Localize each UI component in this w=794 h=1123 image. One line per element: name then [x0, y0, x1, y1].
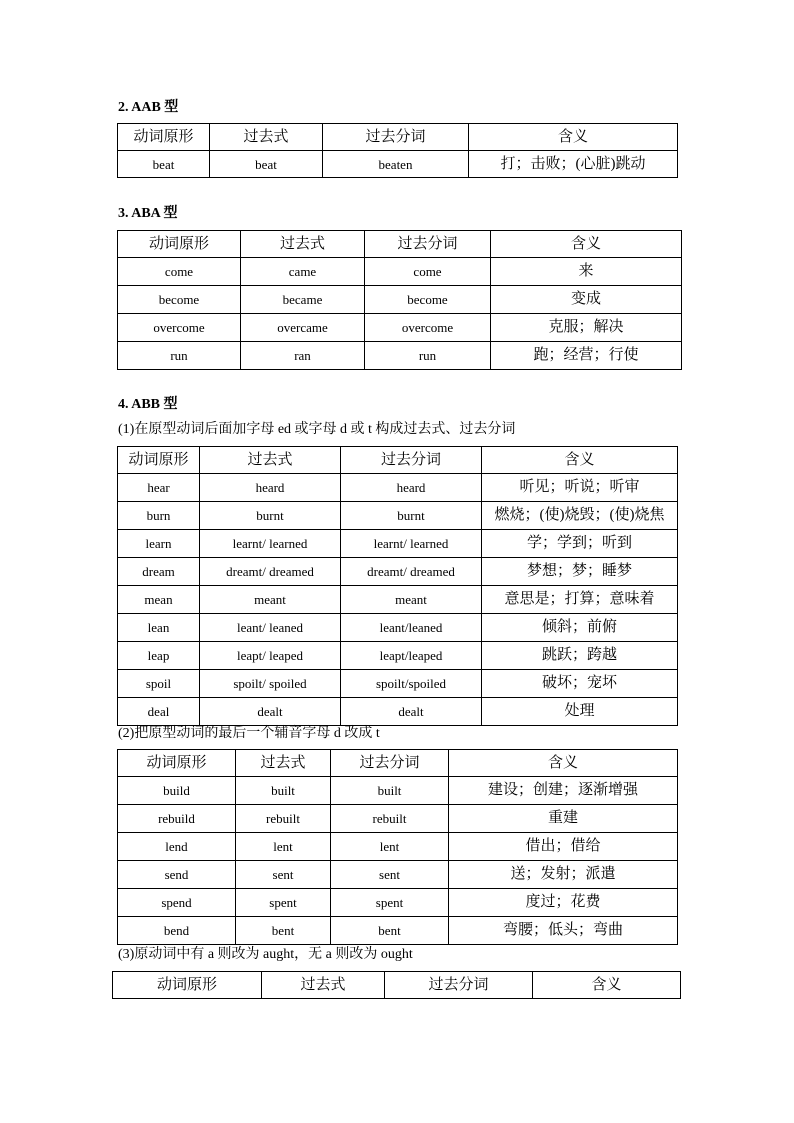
- table-row: [118, 530, 678, 558]
- meaning-cell: 处理: [482, 698, 678, 726]
- verb-form-cell: build: [118, 777, 236, 805]
- table-row: [118, 670, 678, 698]
- table-row: [118, 917, 678, 945]
- verb-form-cell: bend: [118, 917, 236, 945]
- table-header-cell: 过去式: [262, 972, 385, 999]
- table-header-row: [118, 447, 678, 474]
- meaning-cell: 送；发射；派遣: [449, 861, 678, 889]
- table-header-cell: 含义: [533, 972, 681, 999]
- verb-form-cell: meant: [341, 586, 482, 614]
- verb-form-cell: leap: [118, 642, 200, 670]
- verb-form-cell: mean: [118, 586, 200, 614]
- table-row: [118, 889, 678, 917]
- verb-form-cell: send: [118, 861, 236, 889]
- verb-form-cell: bent: [331, 917, 449, 945]
- meaning-cell: 学；学到；听到: [482, 530, 678, 558]
- table-body: [113, 972, 681, 999]
- table-header-cell: 动词原形: [118, 124, 210, 151]
- meaning-cell: 梦想；梦；睡梦: [482, 558, 678, 586]
- verb-form-cell: rebuilt: [331, 805, 449, 833]
- verb-form-cell: sent: [331, 861, 449, 889]
- table-header-cell: 过去分词: [323, 124, 469, 151]
- verb-form-cell: burnt: [200, 502, 341, 530]
- verb-form-cell: spent: [331, 889, 449, 917]
- table-row: [118, 502, 678, 530]
- verb-form-cell: overcame: [241, 314, 365, 342]
- verb-form-cell: dream: [118, 558, 200, 586]
- verb-form-cell: burnt: [341, 502, 482, 530]
- verb-form-cell: lent: [331, 833, 449, 861]
- table-row: [118, 474, 678, 502]
- table-header-cell: 过去分词: [331, 750, 449, 777]
- section-title-aab: 2. AAB 型: [118, 100, 179, 115]
- verb-form-cell: meant: [200, 586, 341, 614]
- table-body: [118, 750, 678, 945]
- verb-form-cell: ran: [241, 342, 365, 370]
- verb-form-cell: leant/ leaned: [200, 614, 341, 642]
- verb-form-cell: came: [241, 258, 365, 286]
- table-header-cell: 含义: [449, 750, 678, 777]
- table-header-row: [118, 750, 678, 777]
- verb-form-cell: learnt/ learned: [200, 530, 341, 558]
- verb-form-cell: come: [365, 258, 491, 286]
- meaning-cell: 借出；借给: [449, 833, 678, 861]
- verb-table-aba: [117, 230, 682, 370]
- table-header-cell: 含义: [482, 447, 678, 474]
- table-row: [118, 586, 678, 614]
- verb-form-cell: heard: [200, 474, 341, 502]
- sub-note-3: (3)原动词中有 a 则改为 aught，无 a 则改为 ought: [118, 947, 413, 962]
- verb-form-cell: dealt: [341, 698, 482, 726]
- verb-form-cell: spoilt/spoiled: [341, 670, 482, 698]
- verb-table-abb-2: [117, 749, 678, 945]
- verb-form-cell: beaten: [323, 151, 469, 178]
- verb-form-cell: dreamt/ dreamed: [200, 558, 341, 586]
- table-header-row: [113, 972, 681, 999]
- verb-form-cell: deal: [118, 698, 200, 726]
- table-row: [118, 314, 682, 342]
- table-header-cell: 动词原形: [113, 972, 262, 999]
- verb-table-abb-3: [112, 971, 681, 999]
- meaning-cell: 克服；解决: [491, 314, 682, 342]
- table-header-cell: 过去分词: [341, 447, 482, 474]
- verb-form-cell: leapt/ leaped: [200, 642, 341, 670]
- table-header-cell: 过去分词: [365, 231, 491, 258]
- meaning-cell: 意思是；打算；意味着: [482, 586, 678, 614]
- table-header-cell: 含义: [469, 124, 678, 151]
- meaning-cell: 听见；听说；听审: [482, 474, 678, 502]
- table-header-cell: 过去分词: [385, 972, 533, 999]
- meaning-cell: 来: [491, 258, 682, 286]
- verb-form-cell: become: [118, 286, 241, 314]
- table-header-cell: 动词原形: [118, 447, 200, 474]
- meaning-cell: 倾斜；前俯: [482, 614, 678, 642]
- table-header-cell: 含义: [491, 231, 682, 258]
- table-header-cell: 过去式: [236, 750, 331, 777]
- verb-form-cell: built: [331, 777, 449, 805]
- verb-form-cell: beat: [118, 151, 210, 178]
- verb-form-cell: hear: [118, 474, 200, 502]
- table-body: [118, 231, 682, 370]
- verb-form-cell: rebuild: [118, 805, 236, 833]
- verb-form-cell: overcome: [365, 314, 491, 342]
- table-row: [118, 614, 678, 642]
- meaning-cell: 建设；创建；逐渐增强: [449, 777, 678, 805]
- verb-form-cell: dealt: [200, 698, 341, 726]
- verb-form-cell: spoilt/ spoiled: [200, 670, 341, 698]
- verb-form-cell: spoil: [118, 670, 200, 698]
- verb-form-cell: run: [118, 342, 241, 370]
- verb-form-cell: learn: [118, 530, 200, 558]
- table-row: [118, 558, 678, 586]
- meaning-cell: 燃烧；(使)烧毁；(使)烧焦: [482, 502, 678, 530]
- verb-form-cell: became: [241, 286, 365, 314]
- verb-form-cell: lent: [236, 833, 331, 861]
- sub-note-2: (2)把原型动词的最后一个辅音字母 d 改成 t: [118, 726, 380, 741]
- table-header-row: [118, 124, 678, 151]
- table-header-cell: 过去式: [241, 231, 365, 258]
- table-header-cell: 过去式: [210, 124, 323, 151]
- verb-form-cell: spend: [118, 889, 236, 917]
- table-row: [118, 151, 678, 178]
- table-body: [118, 124, 678, 178]
- verb-form-cell: dreamt/ dreamed: [341, 558, 482, 586]
- table-header-cell: 动词原形: [118, 231, 241, 258]
- verb-form-cell: beat: [210, 151, 323, 178]
- table-header-cell: 过去式: [200, 447, 341, 474]
- meaning-cell: 重建: [449, 805, 678, 833]
- verb-form-cell: spent: [236, 889, 331, 917]
- verb-form-cell: leapt/leaped: [341, 642, 482, 670]
- table-row: [118, 861, 678, 889]
- verb-form-cell: come: [118, 258, 241, 286]
- verb-form-cell: overcome: [118, 314, 241, 342]
- verb-form-cell: bent: [236, 917, 331, 945]
- verb-form-cell: rebuilt: [236, 805, 331, 833]
- verb-form-cell: leant/leaned: [341, 614, 482, 642]
- section-title-abb: 4. ABB 型: [118, 397, 178, 412]
- table-row: [118, 698, 678, 726]
- meaning-cell: 跳跃；跨越: [482, 642, 678, 670]
- table-row: [118, 833, 678, 861]
- table-row: [118, 805, 678, 833]
- meaning-cell: 弯腰；低头；弯曲: [449, 917, 678, 945]
- table-header-cell: 动词原形: [118, 750, 236, 777]
- table-row: [118, 777, 678, 805]
- verb-table-abb-1: [117, 446, 678, 726]
- meaning-cell: 打；击败；(心脏)跳动: [469, 151, 678, 178]
- meaning-cell: 跑；经营；行使: [491, 342, 682, 370]
- meaning-cell: 变成: [491, 286, 682, 314]
- table-row: [118, 642, 678, 670]
- table-row: [118, 286, 682, 314]
- meaning-cell: 度过；花费: [449, 889, 678, 917]
- meaning-cell: 破坏；宠坏: [482, 670, 678, 698]
- verb-form-cell: learnt/ learned: [341, 530, 482, 558]
- table-row: [118, 258, 682, 286]
- verb-table-aab: [117, 123, 678, 178]
- verb-form-cell: sent: [236, 861, 331, 889]
- sub-note-1: (1)在原型动词后面加字母 ed 或字母 d 或 t 构成过去式、过去分词: [118, 422, 516, 437]
- verb-form-cell: lean: [118, 614, 200, 642]
- table-body: [118, 447, 678, 726]
- table-row: [118, 342, 682, 370]
- section-title-aba: 3. ABA 型: [118, 206, 178, 221]
- verb-form-cell: burn: [118, 502, 200, 530]
- table-header-row: [118, 231, 682, 258]
- verb-form-cell: built: [236, 777, 331, 805]
- verb-form-cell: run: [365, 342, 491, 370]
- verb-form-cell: lend: [118, 833, 236, 861]
- verb-form-cell: become: [365, 286, 491, 314]
- verb-form-cell: heard: [341, 474, 482, 502]
